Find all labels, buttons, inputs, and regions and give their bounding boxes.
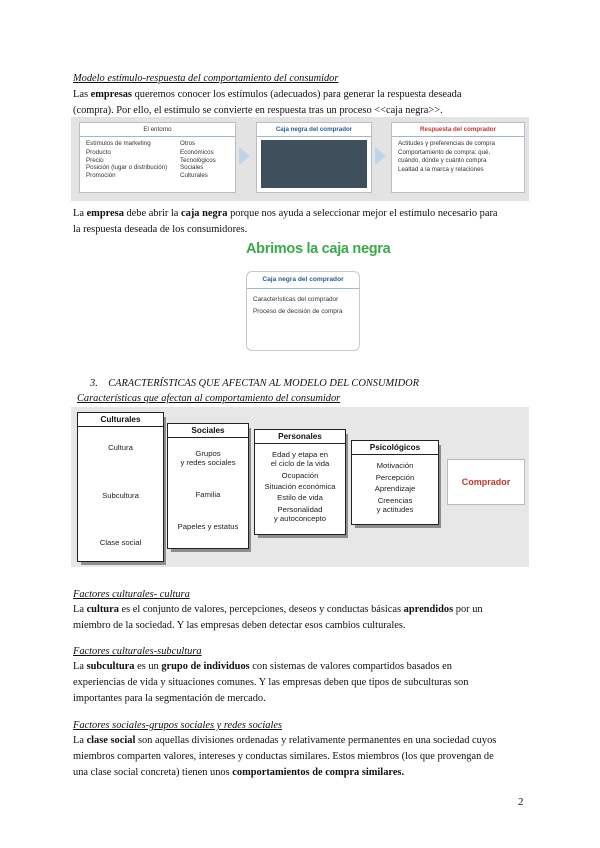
section-3-heading: 3. CARACTERÍSTICAS QUE AFECTAN AL MODELO DEL CONSUMIDOR (90, 378, 419, 389)
caja-negra-open-box: Caja negra del comprador Características del comprador Proceso de decisión de compra (246, 271, 360, 351)
paragraph-caja-negra: La empresa debe abrir la caja negra porque nos ayuda a seleccionar mejor el estímulo necesario para la respuesta deseada de los consumidores. (73, 208, 498, 235)
paragraph-subcultura: La subcultura es un grupo de individuos con sistemas de valores compartidos basados en experiencias de vida y situaciones comunes. Y las empresas deben que tipos de subculturas son importantes para la segmentación de mercado. (73, 661, 469, 704)
figure-abrimos-caja (238, 241, 391, 356)
respuesta-title: Respuesta del comprador (392, 123, 524, 137)
col-culturales: Culturales Cultura Subcultura Clase social (77, 412, 164, 562)
col-sociales: Sociales Grupos y redes sociales Familia Papeles y estatus (167, 423, 249, 549)
heading-subcultura: Factores culturales-subcultura (73, 646, 202, 657)
paragraph-sociales: La clase social son aquellas divisiones ordenadas y relativamente permanentes en una sociedad cuyos miembros comparten valores, intereses y conductas similares. Estos miembros (los que provengan de una clase social concreta) tienen unos comportamientos de compra similares. (73, 735, 497, 778)
figure2-title: Abrimos la caja negra (246, 241, 391, 257)
entorno-col-otros: Otros Económicos Tecnológicos Sociales Culturales (180, 140, 216, 179)
arrow-icon (239, 147, 250, 165)
arrow-icon (375, 147, 386, 165)
paragraph-empresas: Las empresas queremos conocer los estímulos (adecuados) para generar la respuesta deseada (compra). Por ello, el estímulo se convierte en respuesta tras un proceso <<caja negra>>. (73, 89, 462, 116)
caja-negra-title: Caja negra del comprador (257, 123, 371, 137)
figure-estimulo-respuesta (71, 117, 529, 201)
entorno-col-marketing: Estímulos de marketing Producto Precio Posición (lugar o distribución) Promoción (86, 140, 168, 179)
figure-caracteristicas (71, 407, 529, 567)
caja-negra-box (256, 122, 372, 193)
comprador-box: Comprador (447, 459, 525, 505)
page-number: 2 (518, 796, 524, 808)
heading-sociales: Factores sociales-grupos sociales y redes sociales (73, 720, 283, 731)
section-heading-modelo: Modelo estímulo-respuesta del comportamiento del consumidor (73, 73, 339, 84)
entorno-box (79, 122, 236, 193)
caja-negra-fill (261, 140, 367, 188)
col-personales: Personales Edad y etapa en el ciclo de la vida Ocupación Situación económica Estilo de vida Personalidad y autoconcepto (254, 429, 346, 535)
section-3-subtitle: Características que afectan al comportamiento del consumidor (77, 393, 341, 404)
entorno-title: El entorno (80, 123, 235, 137)
respuesta-box: Respuesta del comprador Actitudes y preferencias de compra Comportamiento de compra: qué, cuándo, dónde y cuánto compra Lealtad a la marca y relaciones (391, 122, 525, 193)
col-psicologicos: Psicológicos Motivación Percepción Aprendizaje Creencias y actitudes (351, 440, 439, 525)
paragraph-cultura: La cultura es el conjunto de valores, percepciones, deseos y conductas básicas aprendidos por un miembro de la sociedad. Y las empresas deben detectar esos cambios culturales. (73, 604, 483, 631)
heading-cultura: Factores culturales- cultura (73, 589, 190, 600)
